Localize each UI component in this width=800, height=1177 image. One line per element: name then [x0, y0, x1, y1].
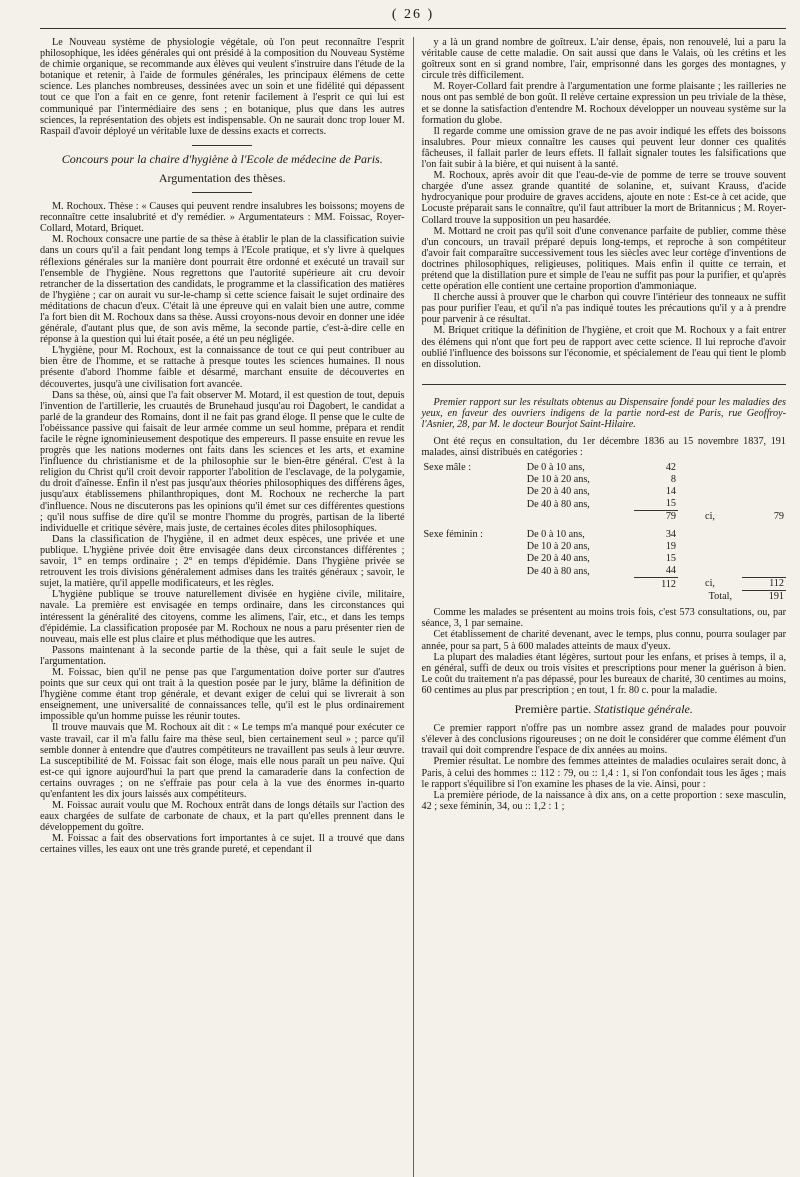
- table-row: [422, 462, 787, 474]
- count-value: 34: [665, 529, 676, 541]
- left-paragraph: L'hygiène, pour M. Rochoux, est la connaissance de tout ce qui peut contribuer au bien être de l'homme, et se rattache à presque toutes les sciences humaines. Il nous présente d'abord l'homme faible et désarmé, marchant ensuite de découvertes en découvertes, jusqu'à une civilisation fort avancée.: [40, 345, 405, 390]
- right-paragraph: M. Rochoux, après avoir dit que l'eau-de-vie de pomme de terre se trouve souvent chargée d'une assez grande quantité de solanine, et, suivant Krauss, d'acide hydrocyanique pour produire de graves accidens, ajoute en note : Est-ce à cet acide, que Locuste préparait sans le connaître, qu'il faut attribuer la mort de Britannicus ; M. Royer-Collard trouve la supposition un peu hasardée.: [421, 170, 786, 226]
- age-range: De 20 à 40 ans,: [526, 486, 590, 498]
- grand-total: 191: [742, 591, 786, 604]
- right-paragraph: La plupart des maladies étant légères, surtout pour les enfans, et prises à temps, il a, en général, suffi de deux ou trois visites et prescriptions pour mener la guérison à bien. Le coût du traitement n'a pas dépassé, pour les bureaux de charité, 30 centimes au moins, 60 centimes au plus par prescription ; en tout, 1 fr. 80 c. pour la maladie.: [421, 651, 786, 696]
- total-label: Total,: [708, 591, 732, 603]
- section-divider: [192, 145, 252, 146]
- female-total-repeat: 112: [742, 578, 786, 591]
- header-rule: [40, 28, 786, 29]
- concours-title: Concours pour la chaire d'hygiène à l'Ecole de médecine de Paris.: [61, 151, 383, 166]
- left-paragraph: M. Rochoux consacre une partie de sa thèse à établir le plan de la classification suivie dans un cours qu'il a fait pendant long temps à l'Ecole pratique, et s'y livre à quelques réflexions générales sur la manière dont pourrait être ordonné et exécuté un travail sur l'ensemble de l'hygiène. Nous regrettons que l'autorité supérieure ait cru devoir retrancher de la dissertation des candidats, le programme et la classification des matières de l'hygiène ; car on aurait vu sur-le-champ si cette science faisait le sujet ordinaire des méditations de chacun d'eux. C'était là une épreuve qui en valait bien une autre, comme l'a fort bien dit M. Rochoux dans sa thèse. Aussi croyons-nous devoir en donner une idée générale, d'autant plus que, de son avis même, la seconde partie, c'est-à-dire celle en réponse à la question qui lui était posée, a été un peu négligée.: [40, 234, 405, 346]
- argumentation-title: Argumentation des thèses.: [158, 170, 286, 185]
- table-row: [422, 474, 787, 486]
- left-paragraph: M. Foissac aurait voulu que M. Rochoux entrât dans de longs détails sur l'action des eaux chargées de sulfate de carbonate de chaux, et la part qu'elles prennent dans le développement du goître.: [40, 800, 405, 834]
- right-paragraph: M. Royer-Collard fait prendre à l'argumentation une forme plaisante ; les railleries ne nous ont pas semblé de bon goût. Il relève certaine expression un peu triviale de la thèse, et se donne la satisfaction d'entendre M. Rochoux développer un nouveau système sur la formation du globe.: [421, 81, 786, 126]
- patient-stats-table: [422, 462, 787, 603]
- left-column: [40, 37, 414, 1177]
- left-paragraph: Passons maintenant à la seconde partie de la thèse, qui a fait seule le sujet de l'argumentation.: [40, 644, 405, 667]
- page-number: ( 26 ): [391, 7, 435, 22]
- right-paragraph: Cet établissement de charité devenant, avec le temps, plus connu, pourra soulager par année, pour sa part, 5 à 600 malades atteints de maux d'yeux.: [421, 629, 786, 652]
- count-value: 15: [665, 498, 676, 510]
- left-paragraph: L'hygiène publique se trouve naturellement divisée en hygiène civile, militaire, navale. La première est envisagée en temps ordinaire, dans les circonstances qui intéressent la généralité des citoyens, comme les alimens, l'air, etc., et dans les temps d'épidémie. La classification proposée par M. Rochoux ne nous a paru présenter rien de nouveau, mais elle est plus claire et plus méthodique que les autres.: [40, 589, 405, 645]
- right-paragraph: y a là un grand nombre de goîtreux. L'air dense, épais, non renouvelé, lui a paru la véritable cause de cette maladie. On sait aussi que dans le Valais, où les crétins et les goîtreux sont en si grand nombre, l'air, emprisonné dans les gorges des montagnes, y circule très difficilement.: [421, 37, 786, 82]
- female-label: Sexe féminin :: [423, 529, 483, 541]
- part-one-title: [422, 704, 787, 715]
- report-intro: Ont été reçus en consultation, du 1er décembre 1836 au 15 novembre 1837, 191 malades, ainsi distribués en catégories :: [421, 436, 786, 459]
- report-title: Premier rapport sur les résultats obtenus au Dispensaire fondé pour les maladies des yeux, en faveur des ouvriers indigens de la partie nord-est de Paris, rue Geoffroy-l'Asnier, 28, par M. le docteur Bourjot Saint-Hilaire.: [421, 396, 786, 430]
- count-value: 19: [665, 541, 676, 553]
- intro-paragraph: Le Nouveau système de physiologie végétale, où l'on peut reconnaître l'esprit philosophique, les idées générales qui ont présidé à la composition du Nouveau Système de chimie organique, se recommande aux élèves qui veulent s'instruire dans l'étude de la botanique et retenir, à l'aide de formules générales, les principaux élémens de cette science. Les planches nombreuses, dessinées avec un soin et une fidélité qui dépassent tout ce que l'on a fait en ce genre, font retenir facilement à l'esprit ce qui lui est communiqué par l'intermédiaire des sens ; en botanique, plus que dans les autres sciences, la représentation des objets est indispensable. On ne saurait donc trop louer M. Raspail d'avoir déployé un véritable luxe de dessins exacts et corrects.: [40, 37, 405, 137]
- right-paragraph: M. Mottard ne croit pas qu'il soit d'une convenance parfaite de publier, comme thèse d'un concours, un travail préparé depuis long-temps, et reproche à son compétiteur d'avoir fait comparaître successivement tous les siècles avec leur cortège d'inventions de doctrines philosophiques, religieuses, politiques. Mais enfin il quitte ce terrain, et prétend que la distillation pure et simple de l'eau ne suffit pas pour la purifier, et qu'après cette opération elle contient une certaine proportion d'ammoniaque.: [421, 225, 786, 293]
- columns: [40, 37, 786, 1177]
- left-paragraph: Dans la classification de l'hygiène, il en admet deux espèces, une privée et une publique. L'hygiène privée doit être envisagée dans deux circonstances différentes ; savoir, 1° en temps ordinaire ; 2° en temps d'épidémie. Dans l'hygiène privée se retrouvent les trois divisions généralement admises dans les traités généraux ; savoir, le sujet, la matière, qu'il appelle modificateurs, et les règles.: [40, 533, 405, 590]
- right-paragraph: Comme les malades se présentent au moins trois fois, c'est 573 consultations, ou, par séance, 3, 1 par semaine.: [421, 607, 786, 630]
- male-total: 79: [634, 511, 678, 524]
- count-value: 44: [665, 565, 676, 577]
- left-paragraph: M. Foissac, bien qu'il ne pense pas que l'argumentation doive porter sur d'autres points que sur ceux qui ont trait à la question posée par le jury, blâme la définition de l'hygiène comme étant trop générale, et devant exiger de celui qui se livrerait à son enseignement, une universalité de connaissances telle, qu'il est le plus ordinairement impossible qu'un homme puisse les réunir toutes.: [40, 666, 405, 723]
- female-total: 112: [634, 578, 678, 591]
- left-paragraph: M. Foissac a fait des observations fort importantes à ce sujet. Il a trouvé que dans certaines villes, les eaux ont une très grande pureté, et cependant il: [40, 833, 405, 856]
- right-paragraph: Il cherche aussi à prouver que le charbon qui couvre l'intérieur des tonneaux ne suffit pas pour purifier l'eau, et qu'il n'a pas indiqué toutes les précautions qu'il y a à prendre pour parvenir à ce résultat.: [421, 292, 786, 326]
- age-range: De 40 à 80 ans,: [526, 498, 590, 510]
- count-value: 42: [665, 462, 676, 474]
- count-value: 14: [665, 486, 676, 498]
- right-paragraph: Ce premier rapport n'offre pas un nombre assez grand de malades pour pouvoir s'élever à des conclusions rigoureuses ; on ne doit le considérer que comme élément d'un travail qui doit comprendre l'espace de dix années au moins.: [421, 723, 786, 757]
- count-value: 15: [665, 553, 676, 565]
- subtotal-row: [422, 578, 787, 591]
- title-divider: [192, 192, 252, 193]
- right-paragraph: M. Briquet critique la définition de l'hygiène, et croit que M. Rochoux y a fait entrer des élémens qui n'ont que fort peu de rapport avec cette science. Il lui reproche d'avoir oublié l'influence des boissons sur l'économie, et spécialement de l'eau qui tient le plomb en dissolution.: [421, 325, 786, 370]
- table-row: [422, 541, 787, 553]
- age-range: De 10 à 20 ans,: [526, 541, 590, 553]
- table-row: [422, 565, 787, 578]
- report-divider: [422, 384, 787, 385]
- age-range: De 0 à 10 ans,: [526, 529, 585, 541]
- table-row: [422, 498, 787, 511]
- table-row: [422, 553, 787, 565]
- left-paragraph: M. Rochoux. Thèse : « Causes qui peuvent rendre insalubres les boissons; moyens de reconnaître cette insalubrité et d'y remédier. » Argumentateurs : MM. Foissac, Royer-Collard, Motard, Briquet.: [40, 201, 405, 235]
- grand-total-row: [422, 591, 787, 604]
- subtotal-row: [422, 511, 787, 524]
- age-range: De 0 à 10 ans,: [526, 462, 585, 474]
- right-paragraph: La première période, de la naissance à dix ans, on a cette proportion : sexe masculin, 42 ; sexe féminin, 34, ou :: 1,2 : 1 ;: [421, 789, 786, 812]
- right-paragraph: Il regarde comme une omission grave de ne pas avoir indiqué les effets des boissons insalubres. Pour mieux connaître les causes qui peuvent leur donner ces qualités fâcheuses, il fallait parler de leurs effets. Il fallait signaler toutes les falsifications que l'on fait subir à la bière, et qui nuisent à la santé.: [421, 125, 786, 171]
- right-column: [414, 37, 787, 1177]
- age-range: De 10 à 20 ans,: [526, 474, 590, 486]
- male-label: Sexe mâle :: [423, 462, 472, 474]
- table-row: [422, 529, 787, 541]
- right-paragraph: Premier résultat. Le nombre des femmes atteintes de maladies oculaires serait donc, à Paris, à celui des hommes :: 112 : 79, ou :: 1,4 : 1, si l'on confondait tous les âges ; mais le rapport s'équilibre si l'on examine les phases de la vie. Ainsi, pour :: [421, 756, 786, 790]
- part-one-subtitle: Statistique générale.: [594, 702, 693, 717]
- part-one-label: Première partie.: [514, 702, 592, 717]
- left-paragraph: Il trouve mauvais que M. Rochoux ait dit : « Le temps m'a manqué pour exécuter ce vaste travail, car il m'a fallu faire ma thèse seul, bien certainement seul » ; parce qu'il semble donner à entendre que d'autres compétiteurs ne travaillent pas seuls à leur œuvre. La susceptibilité de M. Foissac fait son éloge, mais elle nous paraît un peu naïve. Qui est-ce qui ignore aujourd'hui la part que prend la camaraderie dans la confection de certains ouvrages ; on ne s'effraie pas pour cela à la vue des énormes in-quarto qu'enfantent les dix jours laissés aux compétiteurs.: [40, 722, 405, 800]
- ci-label: ci,: [705, 511, 715, 523]
- male-total-repeat: 79: [773, 511, 784, 523]
- table-row: [422, 486, 787, 498]
- count-value: 8: [670, 474, 676, 486]
- age-range: De 20 à 40 ans,: [526, 553, 590, 565]
- age-range: De 40 à 80 ans,: [526, 565, 590, 577]
- ci-label: ci,: [705, 578, 715, 590]
- left-paragraph: Dans sa thèse, où, ainsi que l'a fait observer M. Motard, il est question de tout, depuis l'invention de l'artillerie, les cruautés de Brunehaud jusqu'au roi Dagobert, le candidat a parlé de la grandeur des Romains, dont il ne fait pas grand éloge. Il pense que le culte de l'obéissance passive qui faisait de leur armée comme un seul homme, prépara et rendit facile le règne ignominieusement despotique des empereurs. Il passe ensuite en revue les progrès que les nations modernes ont faits dans les sciences et les arts, et examine l'influence du christianisme et de la philosophie sur le bien-être général. C'est à la religion du Christ qu'il croit devoir rapporter l'abolition de l'esclavage, de la polygamie, du droit d'aînesse. Enfin il n'est pas jusqu'aux théories philosophiques des différens âges, jusqu'aux établissemens philanthropiques, dont M. Rochoux ne recherche la part d'influence. Nous ne discuterons pas les opinions qu'il émet sur ces différentes questions ; qu'il nous suffise de dire qu'il se montre l'homme du progrès, partisan de la liberté individuelle et critique sévère, mais juste, de certaines écoles dites philosophiques.: [40, 389, 405, 534]
